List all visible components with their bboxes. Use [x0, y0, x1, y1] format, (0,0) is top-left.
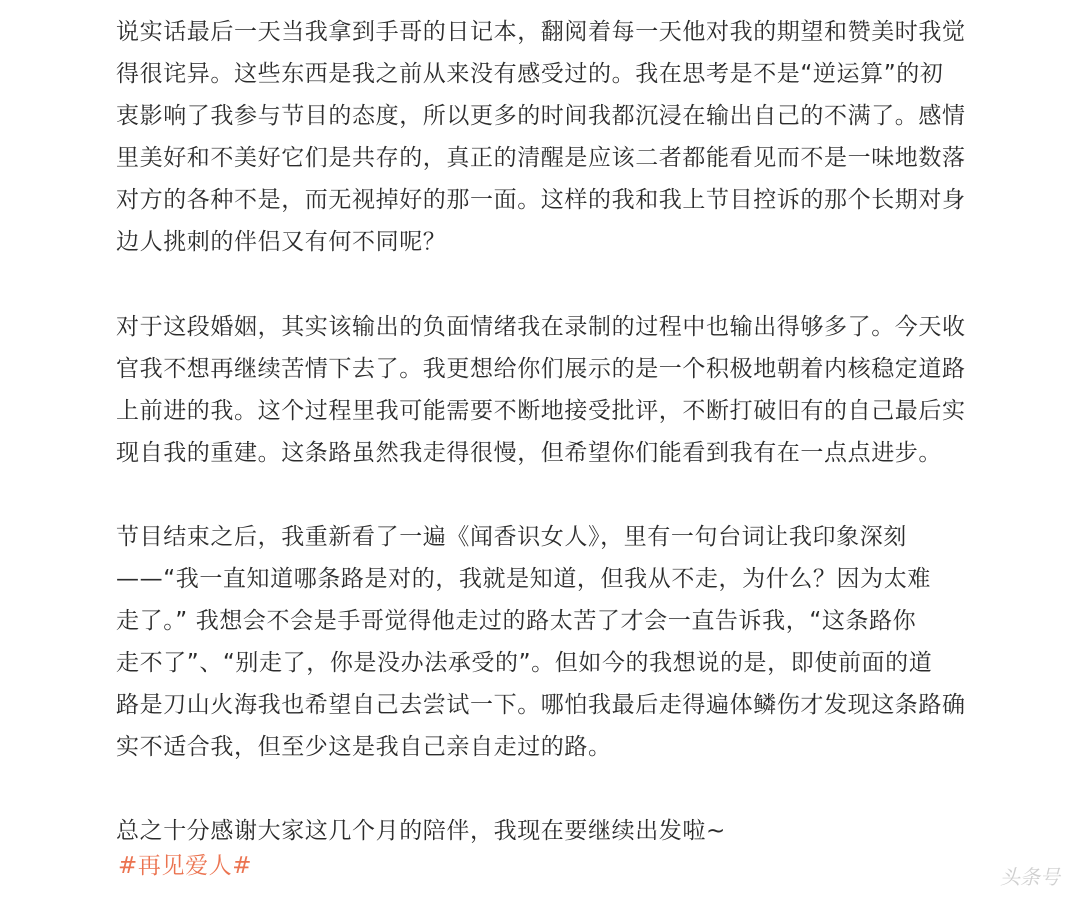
hashtag-link[interactable]: #再见爱人# [118, 853, 253, 879]
text-line: 节目结束之后，我重新看了一遍《闻香识女人》，里有一句台词让我印象深刻 [116, 524, 907, 550]
text-line: 衷影响了我参与节目的态度，所以更多的时间我都沉浸在输出自己的不满了。感情 [116, 103, 966, 129]
text-line: 说实话最后一天当我拿到手哥的日记本，翻阅着每一天他对我的期望和赞美时我觉 [116, 19, 966, 45]
text-line: 走了。” 我想会不会是手哥觉得他走过的路太苦了才会一直告诉我，“这条路你 [116, 608, 917, 634]
text-line: 总之十分感谢大家这几个月的陪伴，我现在要继续出发啦~ [116, 818, 726, 844]
text-line: ——“我一直知道哪条路是对的，我就是知道，但我从不走，为什么？因为太难 [116, 566, 931, 592]
text-line: 边人挑刺的伴侣又有何不同呢？ [116, 229, 447, 255]
text-line: 对于这段婚姻，其实该输出的负面情绪我在录制的过程中也输出得够多了。今天收 [116, 314, 966, 340]
text-line: 路是刀山火海我也希望自己去尝试一下。哪怕我最后走得遍体鳞伤才发现这条路确 [116, 692, 966, 718]
text-line: 官我不想再继续苦情下去了。我更想给你们展示的是一个积极地朝着内核稳定道路 [116, 356, 966, 382]
watermark-logo: 头条号 [1000, 865, 1060, 889]
text-line: 现自我的重建。这条路虽然我走得很慢，但希望你们能看到我有在一点点进步。 [116, 440, 942, 466]
text-line: 走不了”、“别走了，你是没办法承受的”。但如今的我想说的是，即使前面的道 [116, 650, 933, 676]
text-line: 里美好和不美好它们是共存的，真正的清醒是应该二者都能看见而不是一味地数落 [116, 145, 966, 171]
text-line: 得很诧异。这些东西是我之前从来没有感受过的。我在思考是不是“逆运算”的初 [116, 61, 944, 87]
text-line: 实不适合我，但至少这是我自己亲自走过的路。 [116, 734, 612, 760]
text-line: 上前进的我。这个过程里我可能需要不断地接受批评，不断打破旧有的自己最后实 [116, 398, 966, 424]
text-line: 对方的各种不是，而无视掉好的那一面。这样的我和我上节目控诉的那个长期对身 [116, 187, 966, 213]
